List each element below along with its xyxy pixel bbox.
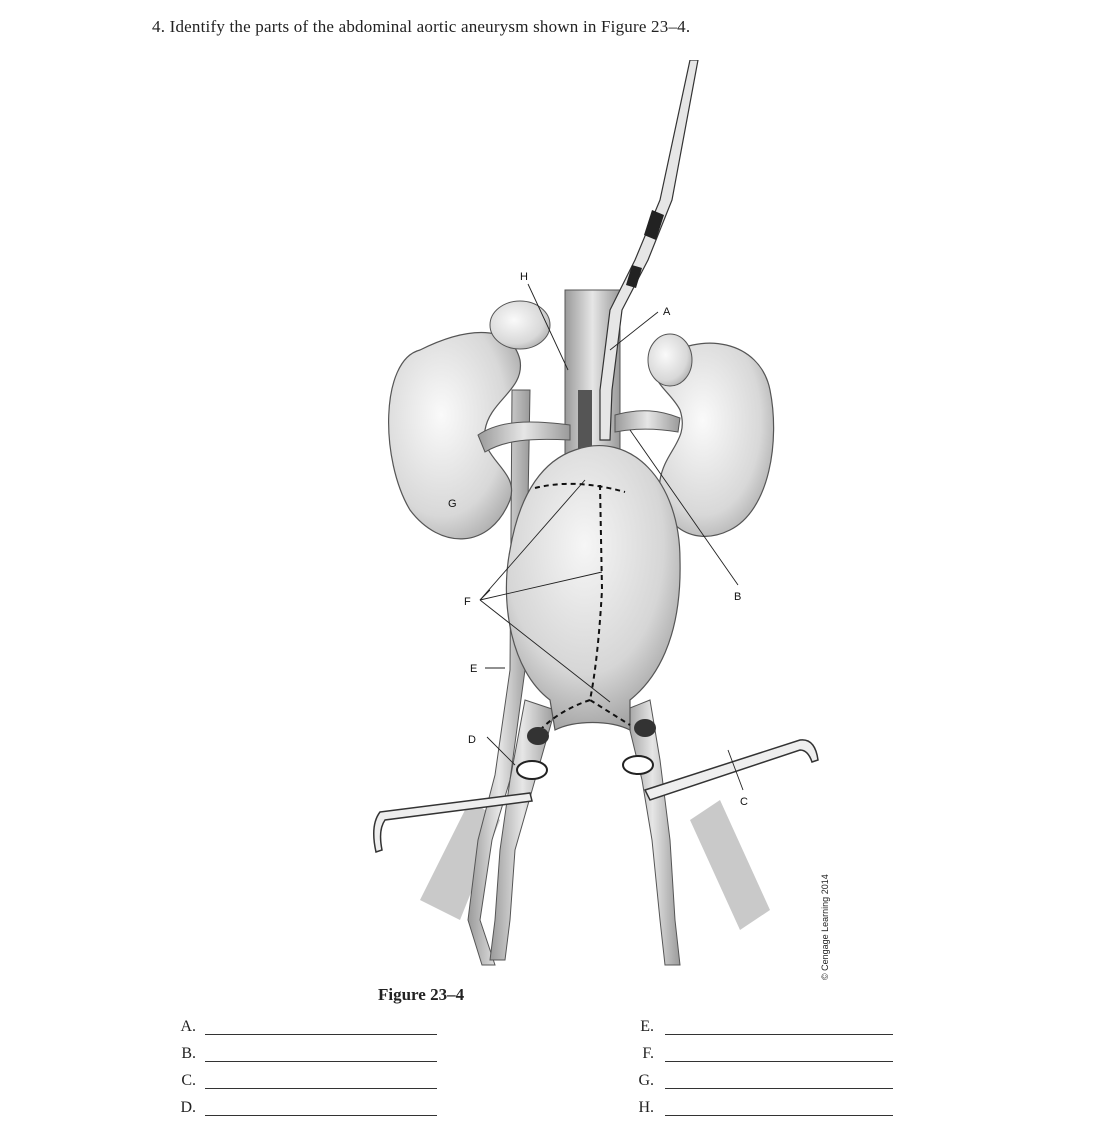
question-text: 4. Identify the parts of the abdominal aortic aneurysm shown in Figure 23–4.	[152, 17, 691, 36]
label-d: D	[468, 734, 476, 746]
answer-blank-g[interactable]	[665, 1088, 893, 1089]
right-adrenal	[648, 334, 692, 386]
answer-blank-a[interactable]	[205, 1034, 437, 1035]
answer-letter-a: A.	[180, 1018, 196, 1035]
answer-letter-e: E.	[640, 1018, 654, 1035]
answer-blank-f[interactable]	[665, 1061, 893, 1062]
label-b: B	[734, 591, 742, 603]
answer-blank-b[interactable]	[205, 1061, 437, 1062]
answer-letter-c: C.	[181, 1072, 196, 1089]
left-adrenal	[490, 301, 550, 349]
label-h: H	[520, 271, 528, 283]
label-a: A	[663, 306, 671, 318]
answer-blank-d[interactable]	[205, 1115, 437, 1116]
left-iliac-cuff	[517, 761, 547, 779]
answer-letter-g: G.	[638, 1072, 654, 1089]
answer-letter-f: F.	[642, 1045, 654, 1062]
aorta-dark-lumen	[578, 390, 592, 450]
right-iliac-cuff	[623, 756, 653, 774]
left-iliac-opening	[527, 727, 549, 745]
label-f: F	[464, 596, 471, 608]
answer-blank-h[interactable]	[665, 1115, 893, 1116]
aneurysm-figure	[360, 60, 840, 980]
answer-letter-h: H.	[638, 1099, 654, 1116]
answer-letter-b: B.	[181, 1045, 196, 1062]
answer-letter-d: D.	[180, 1099, 196, 1116]
right-clamp	[645, 740, 818, 800]
right-iliac-opening	[634, 719, 656, 737]
right-renal-artery	[615, 411, 680, 432]
right-iliac-artery	[625, 700, 680, 965]
label-e: E	[470, 663, 478, 675]
answer-blank-c[interactable]	[205, 1088, 437, 1089]
label-c: C	[740, 796, 748, 808]
answer-blank-e[interactable]	[665, 1034, 893, 1035]
figure-caption: Figure 23–4	[378, 985, 465, 1004]
label-g: G	[448, 498, 457, 510]
right-leg-shade	[690, 800, 770, 930]
aneurysm-illustration	[360, 60, 840, 980]
figure-credit: © Cengage Learning 2014	[820, 874, 830, 980]
